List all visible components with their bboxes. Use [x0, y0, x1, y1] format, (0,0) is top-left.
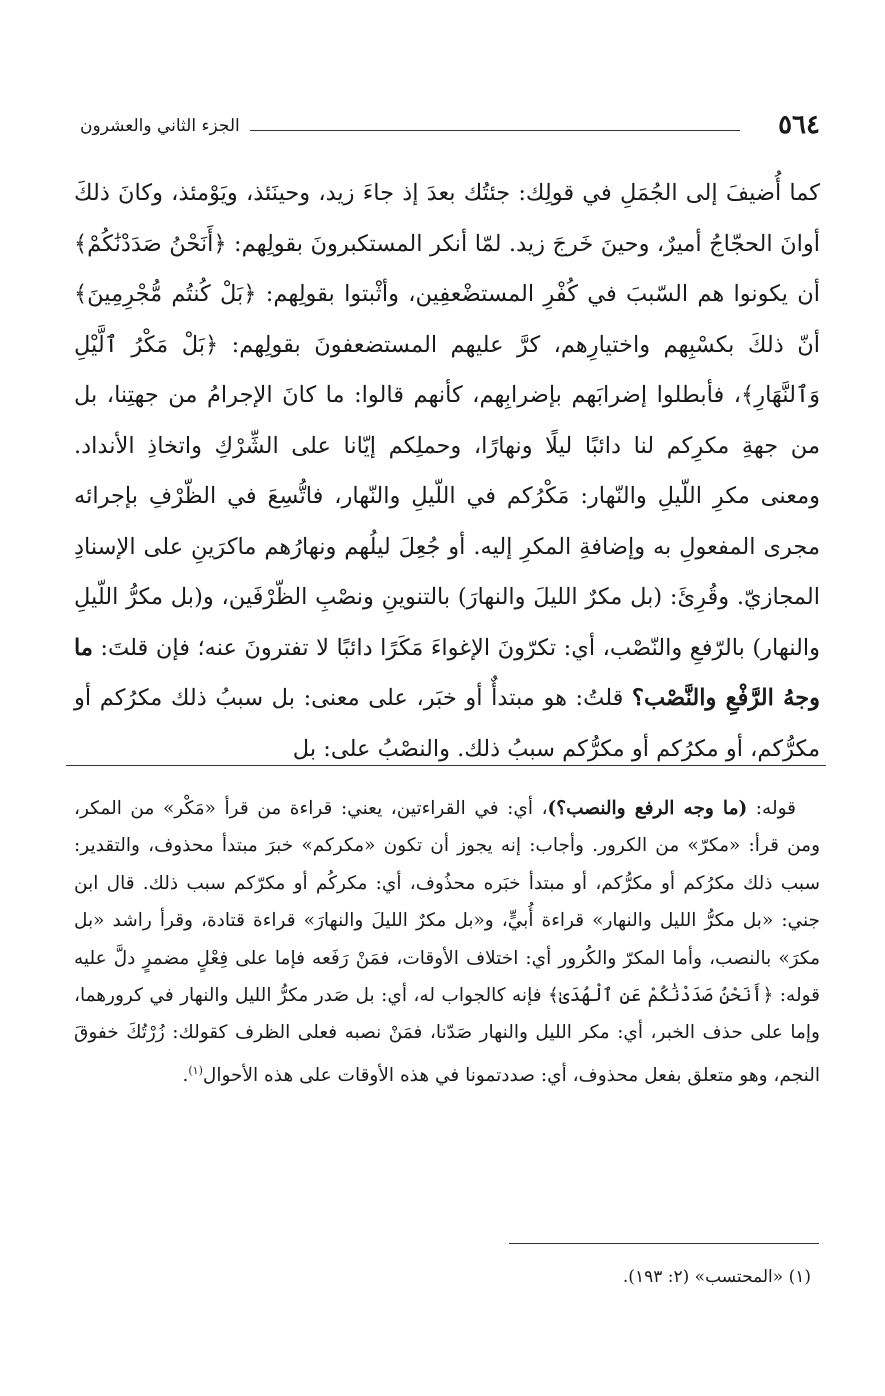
footnote: (١) «المحتسب» (٢: ١٩٣). — [622, 1267, 811, 1287]
commentary-quoted-phrase: (ما وجه الرفع والنصب؟) — [547, 798, 748, 819]
quran-quote: ﴿بَلْ كُنتُم مُّجْرِمِينَ﴾ — [74, 281, 257, 307]
quran-quote: ﴿أَنَحْنُ صَدَدْنَٰكُمْ عَنِ ٱلْهُدَىٰ﴾ — [548, 985, 774, 1007]
running-title: الجزء الثاني والعشرون — [80, 116, 240, 136]
page-number: ٥٦٤ — [778, 110, 820, 140]
main-paragraph — [74, 168, 820, 774]
quran-quote: ﴿أَنَحْنُ صَدَدْنَٰكُمْ﴾ — [74, 230, 227, 257]
main-text-segment: أن يكونوا هم السّببَ في كُفْرِ المستضْعفِين، وأثْبتوا بقولِهم: — [256, 281, 821, 307]
commentary-divider — [66, 765, 826, 766]
commentary-lead: قوله: — [747, 798, 796, 819]
commentary-text: ، أي: في القراءتين، يعني: قراءة من قرأ «مَكْر» من المكر، ومن قرأ: «مكرّ» من الكرور. وأجاب: إنه يجوز أن تكون «مكركم» خبرَ مبتدأ محذوف، والتقدير: سبب ذلك مكرُكم أو مكرُّكم، أو مبتدأ خبَره محذُوف، أي: مكركُم أو مكرّكم سبب ذلك. قال ابن جني: «بل مكرُّ الليل والنهار» قراءة أُبيٍّ، و«بل مكرٌ الليلَ والنهارَ» قراءة قتادة، وقرأ راشد «بل مكرَ» بالنصب، وأما المكرّ والكُرور أي: اختلاف الأوقات، فمَنْ رَفَعه فإما على فِعْلٍ مضمرٍ دلَّ عليه قوله: — [74, 798, 820, 1007]
commentary-end: . — [182, 1065, 189, 1086]
main-text-segment: ، فأبطلوا إضرابَهم بإضرابِهم، كأنهم قالوا: ما كانَ الإجرامُ من جهتِنا، بل من جهةِ مكرِكم لنا دائبًا ليلًا ونهارًا، وحملِكم إيّانا على الشِّرْكِ واتخاذِ الأنداد. ومعنى مكرِ اللّيلِ والنّهار: مَكْرُكم في اللّيلِ والنّهار، فاتُّسِعَ في الظّرْفِ بإجرائه مجرى المفعولِ به وإضافةِ المكرِ إليه. أو جُعِلَ ليلُهم ونهارُهم ماكرَينِ على الإسنادِ المجازيّ. وقُرِئَ: (بل مكرٌ الليلَ والنهارَ) بالتنوينِ ونصْبِ الظّرْفَين، و(بل مكرُّ اللّيلِ والنهار) بالرّفعِ والنّصْب، أي: تكرّونَ الإغواءَ مَكَرًا دائبًا لا تفترونَ عنه؛ — [74, 382, 820, 661]
footnote-reference[interactable]: (١) — [188, 1063, 203, 1077]
footnote-rule — [509, 1243, 819, 1244]
main-text-segment: أنّ ذلكَ بكسْبِهم واختيارِهم، كرَّ عليهم المستضعفونَ بقولِهم: — [218, 331, 820, 358]
main-text-segment: قلتُ: هو مبتدأٌ أو خبَر، على معنى: بل سببُ ذلك مكرُكم أو مكرُّكم، أو مكرُكم أو مكرُّكم سببُ ذلك. والنصْبُ على: بل — [74, 685, 820, 762]
question-text: ما وجهُ الرَّفْعِ والنَّصْب؟ — [74, 634, 820, 711]
commentary-paragraph — [74, 790, 820, 1094]
quran-quote: ﴿بَلْ مَكْرُ ٱلَّيْلِ وَٱلنَّهَارِ﴾ — [74, 331, 820, 408]
commentary — [74, 790, 820, 1094]
page-header — [80, 108, 820, 148]
question-lead: فإن قلتَ: — [92, 634, 190, 661]
main-text — [74, 168, 820, 774]
main-text-segment: كما أُضيفَ إلى الجُمَلِ في قولِك: جئتُك بعدَ إذ جاءَ زيد، وحينَئذ، ويَوْمئذ، وكانَ ذلكَ أوانَ الحجّاجُ أميرٌ، وحينَ خَرجَ زيد. لمّا أنكر المستكبرونَ بقولِهم: — [74, 180, 820, 257]
commentary-text: فإنه كالجواب له، أي: بل صَدر مكرُّ الليل والنهار في كرورهما، وإما على حذف الخبر، أي: مكر الليل والنهار صَدّنا، فمَنْ نصبه فعلى الظرف كقولك: زُرْتُكَ خفوقَ النجم، وهو متعلق بفعل محذوف، أي: صددتمونا في هذه الأوقات على هذه الأحوال — [74, 985, 820, 1086]
header-rule — [250, 130, 740, 131]
